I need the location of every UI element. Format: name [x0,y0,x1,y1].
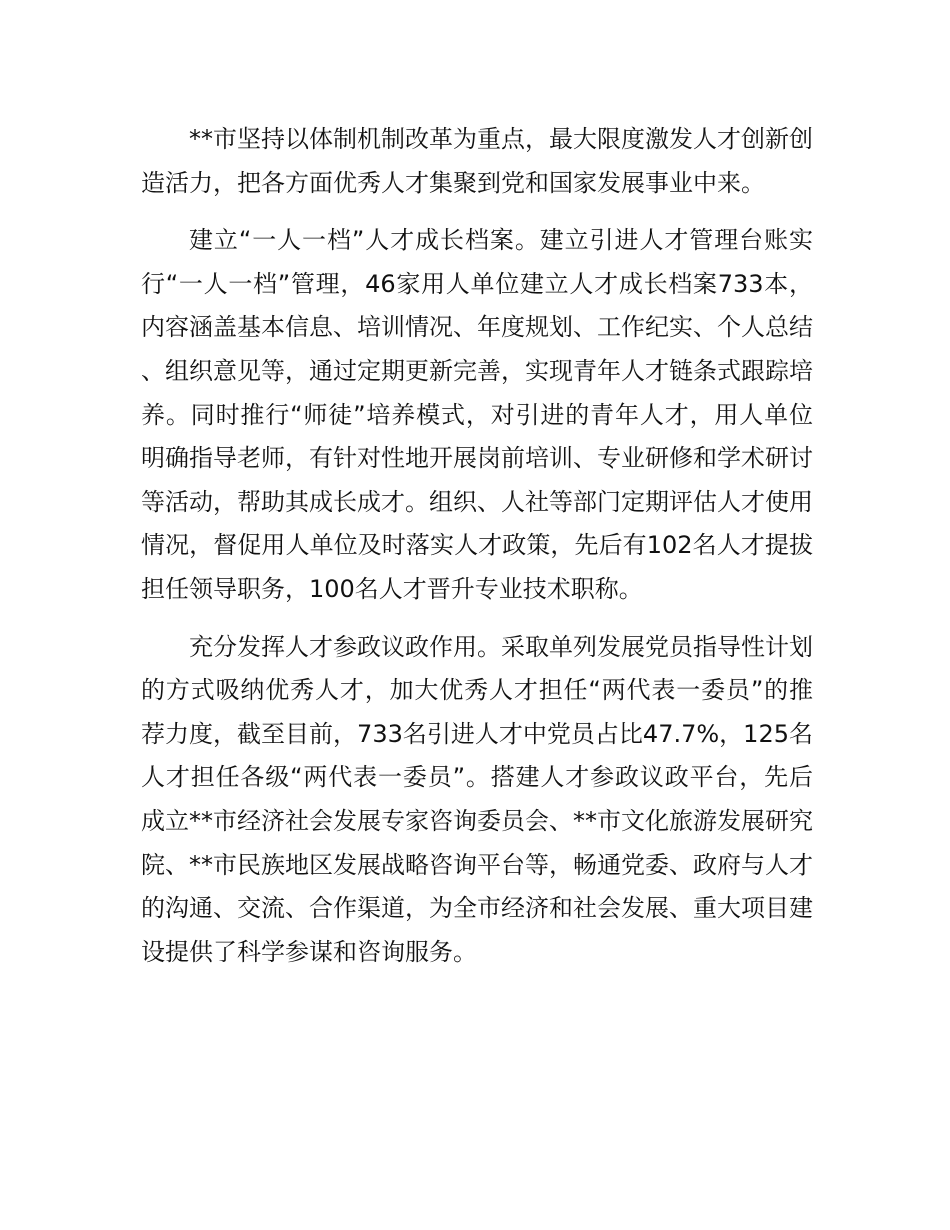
paragraph-intro: **市坚持以体制机制改革为重点，最大限度激发人才创新创造活力，把各方面优秀人才集聚到党和国家发展事业中来。 [141,125,813,197]
paragraph-talent-archive: 建立“一人一档”人才成长档案。建立引进人才管理台账实行“一人一档”管理，46家用人单位建立人才成长档案733本，内容涵盖基本信息、培训情况、年度规划、工作纪实、个人总结、组织意见等，通过定期更新完善，实现青年人才链条式跟踪培养。同时推行“师徒”培养模式，对引进的青年人才，用人单位明确指导老师，有针对性地开展岗前培训、专业研修和学术研讨等活动，帮助其成长成才。组织、人社等部门定期评估人才使用情况，督促用人单位及时落实人才政策，先后有102名人才提拔担任领导职务，100名人才晋升专业技术职称。 [141,226,813,603]
paragraph-political-participation: 充分发挥人才参政议政作用。采取单列发展党员指导性计划的方式吸纳优秀人才，加大优秀人才担任“两代表一委员”的推荐力度，截至目前，733名引进人才中党员占比47.7%，125名人才担任各级“两代表一委员”。搭建人才参政议政平台，先后成立**市经济社会发展专家咨询委员会、**市文化旅游发展研究院、**市民族地区发展战略咨询平台等，畅通党委、政府与人才的沟通、交流、合作渠道，为全市经济和社会发展、重大项目建设提供了科学参谋和咨询服务。 [141,632,813,966]
document-body [141,118,813,974]
